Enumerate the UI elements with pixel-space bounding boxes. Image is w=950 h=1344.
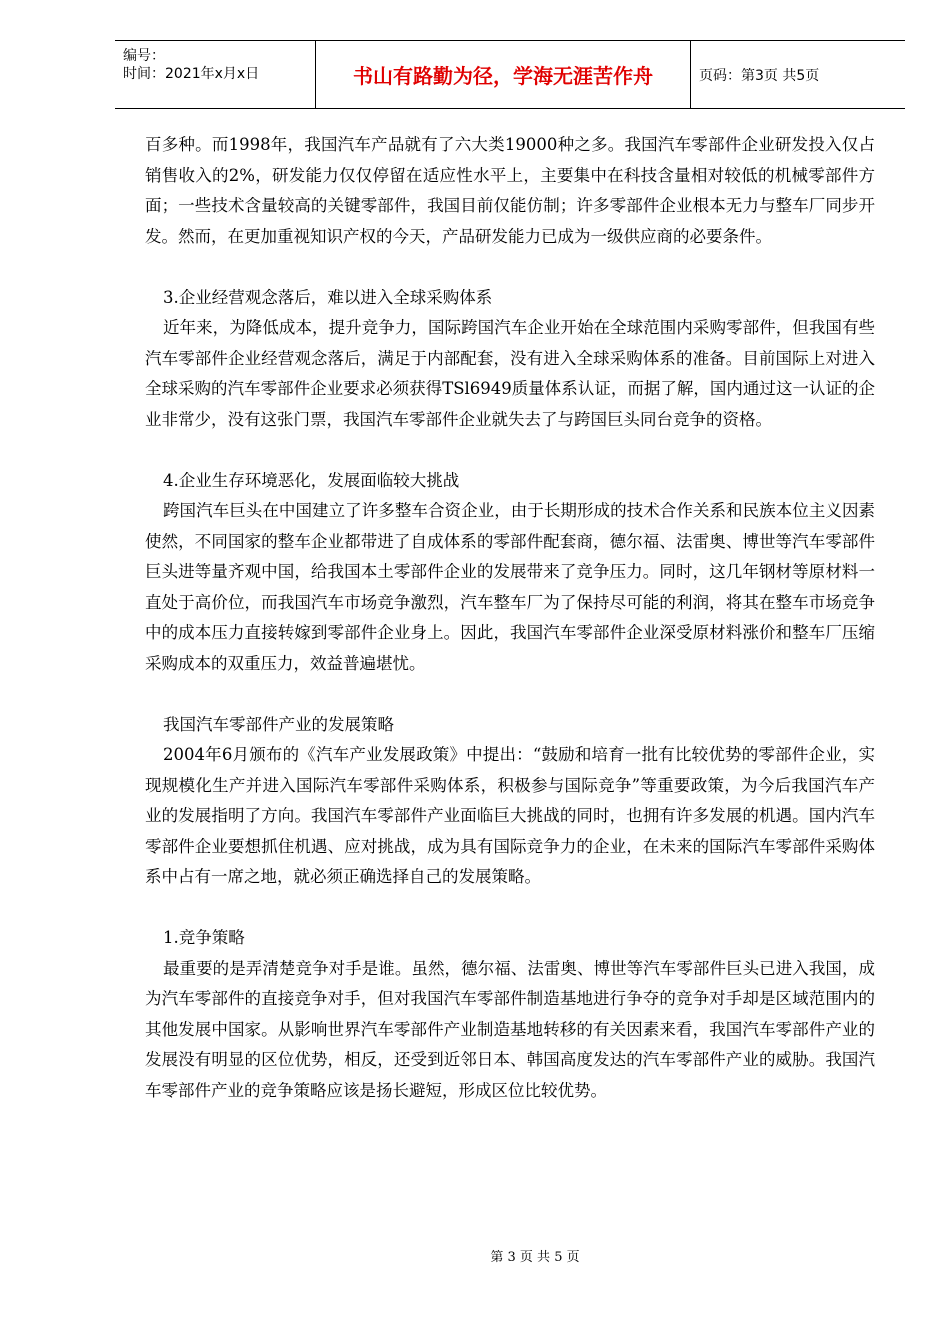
header-meta [115, 41, 315, 108]
page-header [115, 40, 905, 109]
section-heading: 4.企业生存环境恶化，发展面临较大挑战 [163, 470, 460, 490]
paragraph: 最重要的是弄清楚竞争对手是谁。虽然，德尔福、法雷奥、博世等汽车零部件巨头已进入我国，成为汽车零部件的直接竞争对手，但对我国汽车零部件制造基地进行争夺的竞争对手却是区域范围内的其他发展中国家。从影响世界汽车零部件产业制造基地转移的有关因素来看，我国汽车零部件产业的发展没有明显的区位优势，相反，还受到近邻日本、韩国高度发达的汽车零部件产业的威胁。我国汽车零部件产业的竞争策略应该是扬长避短，形成区位比较优势。 [145, 958, 875, 1100]
section-heading: 1.竞争策略 [163, 928, 245, 947]
section-heading: 3.企业经营观念落后，难以进入全球采购体系 [163, 287, 493, 307]
document-number: 编号： [123, 48, 165, 64]
paragraph: 近年来，为降低成本，提升竞争力，国际跨国汽车企业开始在全球范围内采购零部件，但我国有些汽车零部件企业经营观念落后，满足于内部配套，没有进入全球采购体系的准备。目前国际上对进入全球采购的汽车零部件企业要求必须获得TSl6949质量体系认证，而据了解，国内通过这一认证的企业非常少，没有这张门票，我国汽车零部件企业就失去了与跨国巨头同台竞争的资格。 [145, 318, 875, 429]
header-page-label: 页码：第3页 共5页 [699, 67, 820, 84]
document-time: 时间：2021年x月x日 [123, 66, 260, 82]
page-footer: 第 3 页 共 5 页 [490, 1250, 580, 1265]
document-body [145, 130, 875, 1106]
paragraph: 百多种。而1998年，我国汽车产品就有了六大类19000种之多。我国汽车零部件企业研发投入仅占销售收入的2%，研发能力仅仅停留在适应性水平上，主要集中在科技含量相对较低的机械零部件方面；一些技术含量较高的关键零部件，我国目前仅能仿制；许多零部件企业根本无力与整车厂同步开发。然而，在更加重视知识产权的今天，产品研发能力已成为一级供应商的必要条件。 [145, 135, 875, 246]
paragraph: 2004年6月颁布的《汽车产业发展政策》中提出：“鼓励和培育一批有比较优势的零部件企业，实现规模化生产并进入国际汽车零部件采购体系，积极参与国际竞争”等重要政策，为今后我国汽车产业的发展指明了方向。我国汽车零部件产业面临巨大挑战的同时，也拥有许多发展的机遇。国内汽车零部件企业要想抓住机遇、应对挑战，成为具有国际竞争力的企业，在未来的国际汽车零部件采购体系中占有一席之地，就必须正确选择自己的发展策略。 [145, 745, 875, 886]
header-motto: 书山有路勤为径，学海无涯苦作舟 [315, 41, 691, 108]
header-page-number [699, 41, 905, 108]
section-heading: 我国汽车零部件产业的发展策略 [163, 714, 394, 734]
paragraph: 跨国汽车巨头在中国建立了许多整车合资企业，由于长期形成的技术合作关系和民族本位主义因素使然，不同国家的整车企业都带进了自成体系的零部件配套商，德尔福、法雷奥、博世等汽车零部件巨头进等量齐观中国，给我国本土零部件企业的发展带来了竞争压力。同时，这几年钢材等原材料一直处于高价位，而我国汽车市场竞争激烈，汽车整车厂为了保持尽可能的利润，将其在整车市场竞争中的成本压力直接转嫁到零部件企业身上。因此，我国汽车零部件企业深受原材料涨价和整车厂压缩采购成本的双重压力，效益普遍堪忧。 [145, 501, 875, 673]
